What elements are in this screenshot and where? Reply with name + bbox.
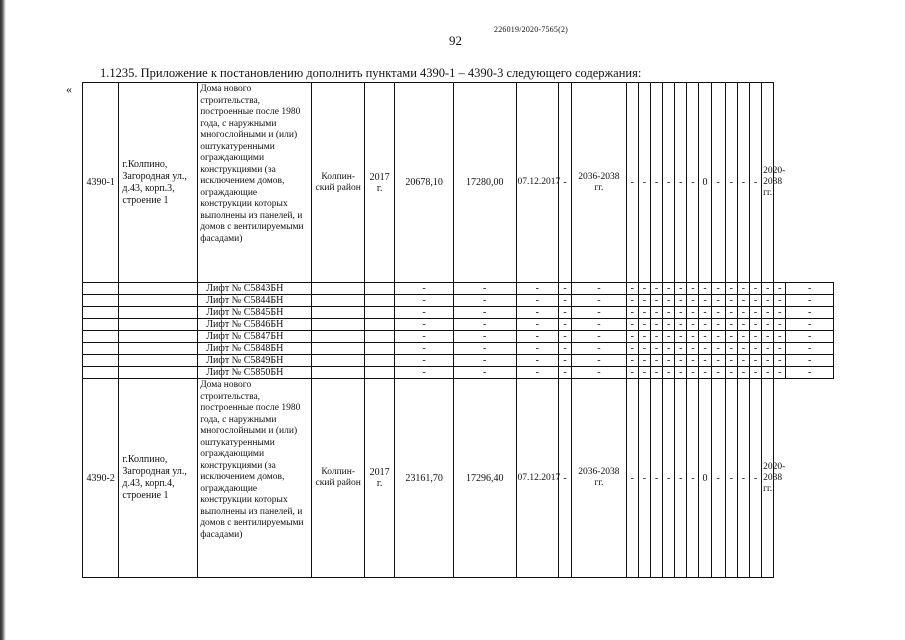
- dash-cell: -: [395, 295, 454, 307]
- item-number: 4390-1: [83, 83, 119, 283]
- flag-cell: -: [663, 379, 675, 578]
- dash-cell: -: [453, 307, 516, 319]
- dash-cell: -: [711, 331, 725, 343]
- dash-cell: -: [663, 295, 675, 307]
- flag-cell: -: [737, 379, 749, 578]
- dash-cell: -: [453, 319, 516, 331]
- dash-cell: -: [558, 319, 571, 331]
- empty-cell: [312, 319, 365, 331]
- dash-cell: -: [737, 331, 749, 343]
- dash-cell: -: [786, 331, 834, 343]
- dash-cell: -: [687, 283, 699, 295]
- lift-row: [83, 367, 834, 379]
- dash-cell: -: [786, 319, 834, 331]
- empty-cell: [83, 367, 119, 379]
- flag-cell: -: [626, 379, 638, 578]
- lift-name-cell: Лифт № С5850БН: [198, 367, 312, 379]
- dash-cell: -: [572, 283, 627, 295]
- dash-cell: -: [558, 295, 571, 307]
- lift-name-cell: Лифт № С5847БН: [198, 331, 312, 343]
- dash-cell: -: [663, 355, 675, 367]
- table-row: [83, 379, 834, 578]
- dash-cell: -: [687, 331, 699, 343]
- empty-cell: [364, 307, 394, 319]
- dash-cell: -: [711, 367, 725, 379]
- lift-name-cell: Лифт № С5844БН: [198, 295, 312, 307]
- dash-cell: -: [774, 367, 786, 379]
- dash-cell: -: [626, 343, 638, 355]
- flag-cell: 0: [699, 83, 711, 283]
- date-cell: 07.12.2017: [516, 83, 558, 283]
- empty-cell: [83, 319, 119, 331]
- empty-cell: [83, 343, 119, 355]
- dash-cell: -: [762, 343, 774, 355]
- dash-cell: -: [650, 319, 662, 331]
- dash-cell: -: [626, 307, 638, 319]
- dash-cell: -: [786, 355, 834, 367]
- dash-cell: -: [699, 367, 711, 379]
- dash-cell: -: [453, 283, 516, 295]
- dash-cell: -: [786, 295, 834, 307]
- lift-name-cell: Лифт № С5843БН: [198, 283, 312, 295]
- dash-cell: -: [725, 355, 737, 367]
- dash-cell: -: [737, 355, 749, 367]
- empty-cell: [119, 331, 198, 343]
- flag-cell: -: [638, 83, 650, 283]
- dash-cell: -: [453, 367, 516, 379]
- dash-cell: -: [663, 343, 675, 355]
- dash-cell: -: [699, 283, 711, 295]
- dash-cell: -: [737, 343, 749, 355]
- empty-cell: [364, 367, 394, 379]
- flag-cell: -: [687, 379, 699, 578]
- dash-cell: -: [675, 319, 687, 331]
- dash-cell: -: [558, 355, 571, 367]
- dash-cell: -: [737, 283, 749, 295]
- dash-cell: -: [774, 319, 786, 331]
- flag-cell: -: [663, 83, 675, 283]
- empty-cell: [119, 307, 198, 319]
- dash-cell: -: [774, 295, 786, 307]
- empty-cell: [312, 355, 365, 367]
- dash-cell: -: [774, 343, 786, 355]
- dash-cell: -: [558, 343, 571, 355]
- empty-cell: [119, 319, 198, 331]
- document-code: 226019/2020-7565(2): [494, 25, 569, 34]
- empty-cell: [119, 343, 198, 355]
- dash-cell: -: [699, 319, 711, 331]
- empty-cell: [312, 343, 365, 355]
- lift-name-cell: Лифт № С5845БН: [198, 307, 312, 319]
- period-cell: 2036-2038 гг.: [572, 379, 627, 578]
- dash-cell: -: [687, 307, 699, 319]
- empty-cell: [83, 355, 119, 367]
- dash-cell: -: [626, 355, 638, 367]
- dash-cell: -: [725, 367, 737, 379]
- dash-cell: -: [516, 355, 558, 367]
- dash-cell: -: [558, 283, 571, 295]
- empty-cell: [364, 295, 394, 307]
- dash-cell: -: [395, 367, 454, 379]
- dash-cell: -: [725, 307, 737, 319]
- dash-cell: -: [774, 331, 786, 343]
- dash-cell: -: [675, 331, 687, 343]
- dash-cell: -: [572, 307, 627, 319]
- dash-cell: -: [572, 355, 627, 367]
- flag-cell: -: [737, 83, 749, 283]
- dash-cell: -: [774, 283, 786, 295]
- dash-cell: -: [675, 283, 687, 295]
- dash-cell: -: [572, 343, 627, 355]
- empty-cell: [119, 283, 198, 295]
- dash-cell: -: [663, 367, 675, 379]
- dash-cell: -: [774, 307, 786, 319]
- dash-cell: -: [749, 307, 761, 319]
- dash-cell: -: [650, 307, 662, 319]
- dash-cell: -: [711, 343, 725, 355]
- dash-cell: -: [395, 355, 454, 367]
- dash-cell: -: [453, 355, 516, 367]
- dash-cell: -: [725, 331, 737, 343]
- dash-cell: -: [699, 295, 711, 307]
- lift-row: [83, 283, 834, 295]
- dash-cell: -: [675, 355, 687, 367]
- empty-cell: [312, 331, 365, 343]
- dash-cell: -: [675, 367, 687, 379]
- table-wrapper: [82, 82, 834, 578]
- dash-cell: -: [699, 343, 711, 355]
- dash-cell: -: [699, 307, 711, 319]
- dash-cell: -: [626, 295, 638, 307]
- dash-cell: -: [516, 343, 558, 355]
- dash-cell: -: [395, 307, 454, 319]
- dash-cell: -: [737, 307, 749, 319]
- dash-cell: -: [572, 367, 627, 379]
- dash-cell: -: [663, 283, 675, 295]
- dash-cell: -: [737, 367, 749, 379]
- dash-cell: -: [650, 295, 662, 307]
- dash-cell: -: [650, 355, 662, 367]
- dash-cell: -: [395, 343, 454, 355]
- page-number: 92: [449, 33, 462, 48]
- dash-cell: -: [663, 331, 675, 343]
- dash-cell: -: [650, 283, 662, 295]
- flag-cell: -: [725, 379, 737, 578]
- dash-cell: -: [749, 319, 761, 331]
- dash-cell: -: [395, 283, 454, 295]
- empty-cell: [83, 295, 119, 307]
- flag-cell: -: [749, 379, 761, 578]
- dash-cell: -: [737, 319, 749, 331]
- district-cell: Колпин-ский район: [312, 379, 365, 578]
- dash-cell: -: [749, 295, 761, 307]
- dash-cell: -: [453, 331, 516, 343]
- address-cell: г.Колпино, Загородная ул., д.43, корп.3, строение 1: [119, 83, 198, 283]
- address-cell: г.Колпино, Загородная ул., д.43, корп.4, строение 1: [119, 379, 198, 578]
- dash-cell: -: [626, 283, 638, 295]
- dash-cell: -: [786, 367, 834, 379]
- dash-cell: -: [650, 331, 662, 343]
- final-period-cell: 2020-2038 гг.: [762, 83, 774, 283]
- dash-cell: -: [638, 343, 650, 355]
- dash-cell: -: [572, 331, 627, 343]
- dash-cell: -: [762, 295, 774, 307]
- dash-cell: -: [749, 367, 761, 379]
- dash-cell: -: [687, 295, 699, 307]
- dash-cell: -: [786, 343, 834, 355]
- lift-row: [83, 331, 834, 343]
- dash-cell: -: [516, 319, 558, 331]
- dash-cell: -: [663, 319, 675, 331]
- dash-cell: -: [699, 355, 711, 367]
- description-cell: Дома нового строительства, построенные после 1980 года, с наружными многослойными и (или) оштукатуренными ограждающими конструкциями (за исключением домов, ограждающие конструкции которых выполнены из панелей, и домов с вентилируемыми фасадами): [198, 379, 312, 578]
- dash-cell: -: [638, 355, 650, 367]
- dash-cell: -: [516, 307, 558, 319]
- empty-cell: [312, 283, 365, 295]
- empty-cell: [119, 295, 198, 307]
- dash-cell: -: [725, 319, 737, 331]
- flag-cell: -: [675, 379, 687, 578]
- dash-cell: -: [395, 331, 454, 343]
- flag-cell: 0: [699, 379, 711, 578]
- year-cell: 2017 г.: [364, 379, 394, 578]
- empty-cell: [364, 355, 394, 367]
- dash-cell: -: [762, 319, 774, 331]
- dash-cell: -: [626, 367, 638, 379]
- empty-cell: [312, 295, 365, 307]
- empty-cell: [364, 331, 394, 343]
- dash-cell: -: [774, 355, 786, 367]
- area-cell: 23161,70: [395, 379, 454, 578]
- dash-cell: -: [711, 283, 725, 295]
- dash-cell: -: [687, 355, 699, 367]
- dash-cell: -: [749, 355, 761, 367]
- dash-cell: -: [516, 331, 558, 343]
- empty-cell: [364, 283, 394, 295]
- flag-cell: -: [650, 379, 662, 578]
- dash-cell: -: [638, 307, 650, 319]
- dash-cell: -: [749, 283, 761, 295]
- district-cell: Колпин-ский район: [312, 83, 365, 283]
- empty-cell: [83, 307, 119, 319]
- empty-cell: [364, 343, 394, 355]
- dash-cell: -: [558, 307, 571, 319]
- flag-cell: -: [626, 83, 638, 283]
- dash-cell: -: [638, 319, 650, 331]
- description-cell: Дома нового строительства, построенные после 1980 года, с наружными многослойными и (или) оштукатуренными ограждающими конструкциями (за исключением домов, ограждающие конструкции которых выполнены из панелей, и домов с вентилируемыми фасадами): [198, 83, 312, 283]
- dash-cell: -: [572, 295, 627, 307]
- dash-cell: -: [453, 295, 516, 307]
- dash-cell: -: [638, 367, 650, 379]
- dash-cell: -: [663, 307, 675, 319]
- living-area-cell: 17280,00: [453, 83, 516, 283]
- area-cell: 20678,10: [395, 83, 454, 283]
- date-cell: 07.12.2017: [516, 379, 558, 578]
- empty-cell: [83, 283, 119, 295]
- empty-cell: [83, 331, 119, 343]
- dash-cell: -: [687, 319, 699, 331]
- dash-cell: -: [762, 283, 774, 295]
- dash-cell: -: [675, 307, 687, 319]
- dash-cell: -: [711, 307, 725, 319]
- period-cell: 2036-2038 гг.: [572, 83, 627, 283]
- empty-cell: [119, 355, 198, 367]
- lift-name-cell: Лифт № С5848БН: [198, 343, 312, 355]
- table-row: [83, 83, 834, 283]
- dash-cell: -: [675, 295, 687, 307]
- dash-cell: -: [638, 331, 650, 343]
- dash-cell: -: [737, 295, 749, 307]
- lift-row: [83, 355, 834, 367]
- dash-cell: -: [516, 295, 558, 307]
- dash-cell: -: [638, 283, 650, 295]
- dash-cell: -: [786, 307, 834, 319]
- dash-cell: -: [516, 367, 558, 379]
- flag-cell: -: [638, 379, 650, 578]
- lift-row: [83, 319, 834, 331]
- dash-cell: -: [711, 319, 725, 331]
- final-period-cell: 2020-2038 гг.: [762, 379, 774, 578]
- dash-cell: -: [711, 295, 725, 307]
- dash-cell: -: [626, 331, 638, 343]
- dash-cell: -: [626, 319, 638, 331]
- dash-cell: -: [558, 379, 571, 578]
- flag-cell: -: [675, 83, 687, 283]
- opening-quote: «: [66, 82, 72, 96]
- empty-cell: [364, 319, 394, 331]
- dash-cell: -: [650, 367, 662, 379]
- living-area-cell: 17296,40: [453, 379, 516, 578]
- flag-cell: -: [725, 83, 737, 283]
- dash-cell: -: [675, 343, 687, 355]
- dash-cell: -: [687, 343, 699, 355]
- scan-edge: [0, 0, 6, 640]
- empty-cell: [119, 367, 198, 379]
- dash-cell: -: [558, 83, 571, 283]
- dash-cell: -: [395, 319, 454, 331]
- dash-cell: -: [762, 331, 774, 343]
- buildings-table: [82, 82, 834, 578]
- dash-cell: -: [699, 331, 711, 343]
- flag-cell: -: [711, 83, 725, 283]
- dash-cell: -: [786, 283, 834, 295]
- lift-row: [83, 343, 834, 355]
- dash-cell: -: [516, 283, 558, 295]
- dash-cell: -: [725, 283, 737, 295]
- empty-cell: [312, 307, 365, 319]
- dash-cell: -: [762, 307, 774, 319]
- dash-cell: -: [687, 367, 699, 379]
- dash-cell: -: [749, 343, 761, 355]
- flag-cell: -: [711, 379, 725, 578]
- intro-text: 1.1235. Приложение к постановлению дополнить пунктами 4390-1 – 4390-3 следующего содержания:: [100, 66, 642, 80]
- empty-cell: [312, 367, 365, 379]
- lift-row: [83, 307, 834, 319]
- dash-cell: -: [650, 343, 662, 355]
- flag-cell: -: [650, 83, 662, 283]
- dash-cell: -: [638, 295, 650, 307]
- dash-cell: -: [572, 319, 627, 331]
- dash-cell: -: [762, 367, 774, 379]
- lift-name-cell: Лифт № С5849БН: [198, 355, 312, 367]
- item-number: 4390-2: [83, 379, 119, 578]
- dash-cell: -: [762, 355, 774, 367]
- flag-cell: -: [687, 83, 699, 283]
- dash-cell: -: [453, 343, 516, 355]
- dash-cell: -: [725, 343, 737, 355]
- lift-name-cell: Лифт № С5846БН: [198, 319, 312, 331]
- dash-cell: -: [749, 331, 761, 343]
- dash-cell: -: [725, 295, 737, 307]
- dash-cell: -: [711, 355, 725, 367]
- year-cell: 2017 г.: [364, 83, 394, 283]
- flag-cell: -: [749, 83, 761, 283]
- lift-row: [83, 295, 834, 307]
- dash-cell: -: [558, 367, 571, 379]
- dash-cell: -: [558, 331, 571, 343]
